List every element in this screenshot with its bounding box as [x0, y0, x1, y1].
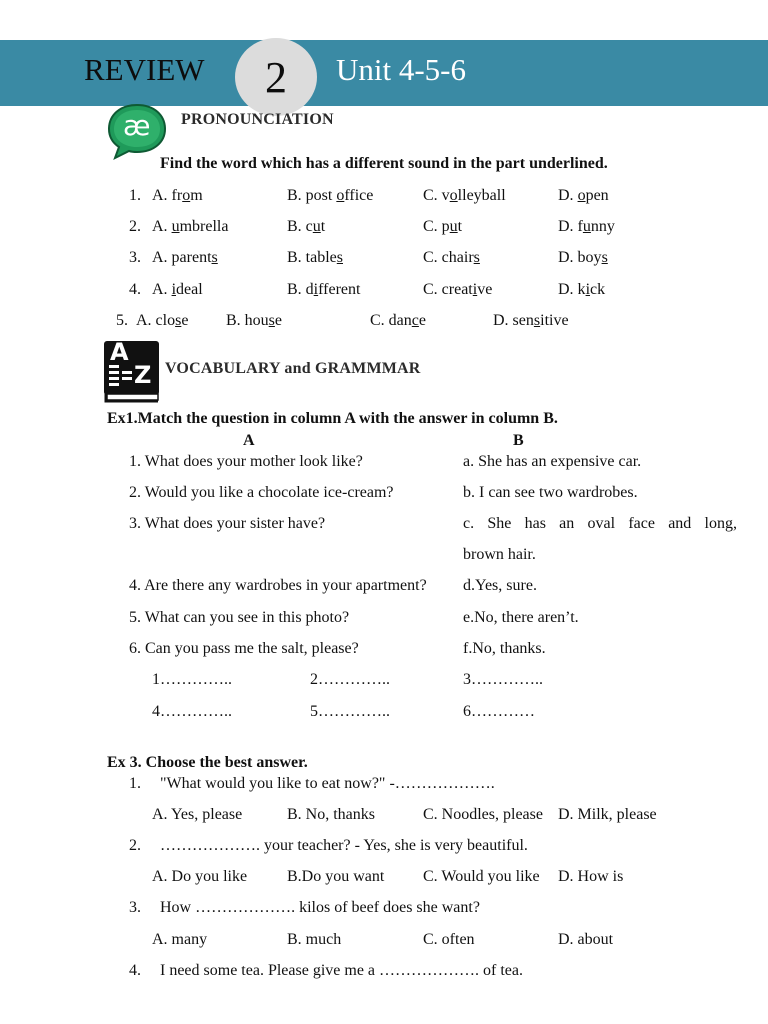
option-text-rest: mbrella — [179, 218, 229, 235]
option-text: C. chair — [423, 249, 474, 266]
answer-b: b. I can see two wardrobes. — [463, 484, 638, 501]
underlined-part: u — [171, 218, 180, 235]
ex3-q3-option-d[interactable]: D. about — [558, 931, 614, 948]
option-text-rest: e — [274, 312, 283, 329]
underlined-part: o — [449, 187, 458, 204]
answer-d: d.Yes, sure. — [463, 577, 537, 594]
unit-title: Unit 4-5-6 — [336, 52, 467, 87]
pronunciation-rule — [106, 102, 168, 104]
ex3-q1-text: "What would you like to eat now?" -………………. — [160, 775, 495, 792]
pronunciation-title: PRONOUNCIATION — [181, 111, 334, 128]
underlined-part: s — [268, 312, 275, 329]
answer-c-continued: brown hair. — [463, 546, 536, 563]
underlined-part: s — [601, 249, 608, 266]
pronunciation-item-2-option-b[interactable] — [287, 217, 325, 237]
pronunciation-item-3-option-a[interactable] — [152, 248, 218, 268]
option-text-rest: t — [457, 218, 463, 235]
underlined-part: s — [473, 249, 480, 266]
option-text-rest: itive — [540, 312, 569, 329]
pronunciation-item-2-number: 2. — [129, 218, 141, 235]
ex3-q1-option-a[interactable]: A. Yes, please — [152, 806, 243, 823]
underlined-part: s — [175, 312, 182, 329]
underlined-part: s — [533, 312, 541, 329]
vocabulary-icon-letter-a: A — [110, 338, 129, 366]
column-a-header: A — [243, 432, 255, 449]
underlined-part: i — [171, 281, 177, 298]
pronunciation-item-1-number: 1. — [129, 187, 141, 204]
pronunciation-icon — [106, 101, 168, 161]
question-6: 6. Can you pass me the salt, please? — [129, 640, 359, 657]
underlined-part: i — [585, 281, 591, 298]
pronunciation-item-5-option-c[interactable] — [370, 311, 426, 331]
pronunciation-item-1-option-a[interactable] — [152, 186, 203, 206]
question-5: 5. What can you see in this photo? — [129, 609, 350, 626]
ex3-q2-option-c[interactable]: C. Would you like — [423, 868, 540, 885]
question-3: 3. What does your sister have? — [129, 515, 326, 532]
option-text: A. clo — [136, 312, 176, 329]
pronunciation-item-4-option-d[interactable] — [558, 280, 605, 300]
vocabulary-title: VOCABULARY and GRAMMMAR — [165, 360, 421, 377]
option-text: C. p — [423, 218, 450, 235]
pronunciation-item-2-option-c[interactable] — [423, 217, 462, 237]
option-text-rest: t — [320, 218, 326, 235]
option-text: A. parent — [152, 249, 212, 266]
ex3-q1-option-d[interactable]: D. Milk, please — [558, 806, 657, 823]
option-text-rest: m — [190, 187, 203, 204]
ex3-q2-option-d[interactable]: D. How is — [558, 868, 624, 885]
answer-c: c. She has an oval face and long, — [463, 515, 737, 532]
question-2: 2. Would you like a chocolate ice-cream? — [129, 484, 394, 501]
answer-f: f.No, thanks. — [463, 640, 546, 657]
pronunciation-item-2-option-a[interactable] — [152, 217, 228, 237]
pronunciation-item-3-option-d[interactable] — [558, 248, 608, 268]
ex3-q3-number: 3. — [129, 899, 141, 916]
column-b-header: B — [513, 432, 524, 449]
underlined-part: o — [182, 187, 191, 204]
option-text: D. sen — [493, 312, 534, 329]
option-text-rest: fferent — [318, 281, 361, 298]
option-text-rest: ve — [477, 281, 493, 298]
option-text-rest: ffice — [344, 187, 374, 204]
review-title: REVIEW — [84, 52, 205, 87]
match-blank-4[interactable]: 4………….. — [152, 703, 232, 720]
underlined-part: o — [336, 187, 345, 204]
pronunciation-item-4-option-b[interactable] — [287, 280, 360, 300]
pronunciation-item-3-option-b[interactable] — [287, 248, 343, 268]
option-text: C. creat — [423, 281, 473, 298]
option-text-rest: nny — [590, 218, 615, 235]
option-text-rest: deal — [176, 281, 203, 298]
review-number: 2 — [265, 52, 287, 102]
option-text: C. dan — [370, 312, 412, 329]
underlined-part: o — [577, 187, 586, 204]
pronunciation-instruction: Find the word which has a different sound in the part underlined. — [160, 155, 608, 172]
answer-a: a. She has an expensive car. — [463, 453, 642, 470]
ex3-q4-text: I need some tea. Please give me a ………………. of tea. — [160, 962, 523, 979]
ex3-q1-number: 1. — [129, 775, 141, 792]
question-4: 4. Are there any wardrobes in your apartment? — [129, 577, 427, 594]
match-blank-2[interactable]: 2………….. — [310, 671, 390, 688]
ex1-title: Ex1.Match the question in column A with the answer in column B. — [107, 410, 558, 427]
pronunciation-item-3-number: 3. — [129, 249, 141, 266]
pronunciation-item-5-option-b[interactable] — [226, 311, 282, 331]
option-text: A. fr — [152, 187, 183, 204]
ex3-q2-option-b[interactable]: B.Do you want — [287, 868, 385, 885]
option-text: A. — [152, 218, 172, 235]
question-1: 1. What does your mother look like? — [129, 453, 363, 470]
match-blank-1[interactable]: 1………….. — [152, 671, 232, 688]
option-text-rest: lleyball — [457, 187, 506, 204]
match-blank-5[interactable]: 5………….. — [310, 703, 390, 720]
option-text-rest: e — [181, 312, 189, 329]
option-text-rest: pen — [585, 187, 609, 204]
option-text: B. d — [287, 281, 314, 298]
ex3-q3-option-b[interactable]: B. much — [287, 931, 342, 948]
match-blank-3[interactable]: 3………….. — [463, 671, 543, 688]
match-blank-6[interactable]: 6………… — [463, 703, 535, 720]
ex3-title: Ex 3. Choose the best answer. — [107, 754, 308, 771]
underlined-part: u — [312, 218, 321, 235]
pronunciation-item-1-option-b[interactable] — [287, 186, 373, 206]
underlined-part: s — [336, 249, 343, 266]
option-text: B. post — [287, 187, 337, 204]
vocabulary-icon-letter-z: Z — [134, 361, 152, 389]
ex3-q2-text: ………………. your teacher? - Yes, she is very beautiful. — [160, 837, 528, 854]
option-text: B. c — [287, 218, 313, 235]
pronunciation-icon-glyph: æ — [123, 109, 151, 142]
option-text: D. boy — [558, 249, 602, 266]
pronunciation-item-1-option-d[interactable] — [558, 186, 609, 206]
option-text-rest: e — [418, 312, 426, 329]
pronunciation-item-3-option-c[interactable] — [423, 248, 480, 268]
ex3-q3-option-c[interactable]: C. often — [423, 931, 475, 948]
option-text: B. hou — [226, 312, 269, 329]
underlined-part: c — [411, 312, 419, 329]
ex3-q3-option-a[interactable]: A. many — [152, 931, 208, 948]
ex3-q1-option-c[interactable]: C. Noodles, please — [423, 806, 543, 823]
option-text: A. — [152, 281, 172, 298]
answer-e: e.No, there aren’t. — [463, 609, 579, 626]
pronunciation-item-4-option-c[interactable] — [423, 280, 492, 300]
vocabulary-icon — [102, 339, 162, 405]
ex3-q2-number: 2. — [129, 837, 141, 854]
option-text: D. f — [558, 218, 583, 235]
pronunciation-item-4-number: 4. — [129, 281, 141, 298]
ex3-q2-option-a[interactable]: A. Do you like — [152, 868, 248, 885]
pronunciation-item-4-option-a[interactable] — [152, 280, 203, 300]
ex3-q1-option-b[interactable]: B. No, thanks — [287, 806, 375, 823]
option-text-rest: ck — [590, 281, 606, 298]
pronunciation-item-5-option-d[interactable] — [493, 311, 569, 331]
pronunciation-item-5-number: 5. — [116, 312, 128, 329]
review-number-circle — [235, 38, 317, 116]
underlined-part: i — [472, 281, 478, 298]
option-text: B. table — [287, 249, 337, 266]
pronunciation-item-1-option-c[interactable] — [423, 186, 506, 206]
option-text: D. k — [558, 281, 586, 298]
pronunciation-item-5-option-a[interactable] — [136, 311, 188, 331]
underlined-part: i — [313, 281, 319, 298]
underlined-part: s — [211, 249, 218, 266]
underlined-part: u — [449, 218, 458, 235]
ex3-q4-number: 4. — [129, 962, 141, 979]
underlined-part: u — [582, 218, 591, 235]
ex3-q3-text: How ………………. kilos of beef does she want? — [160, 899, 480, 916]
pronunciation-item-2-option-d[interactable] — [558, 217, 615, 237]
option-text: C. v — [423, 187, 450, 204]
option-text: D. — [558, 187, 578, 204]
